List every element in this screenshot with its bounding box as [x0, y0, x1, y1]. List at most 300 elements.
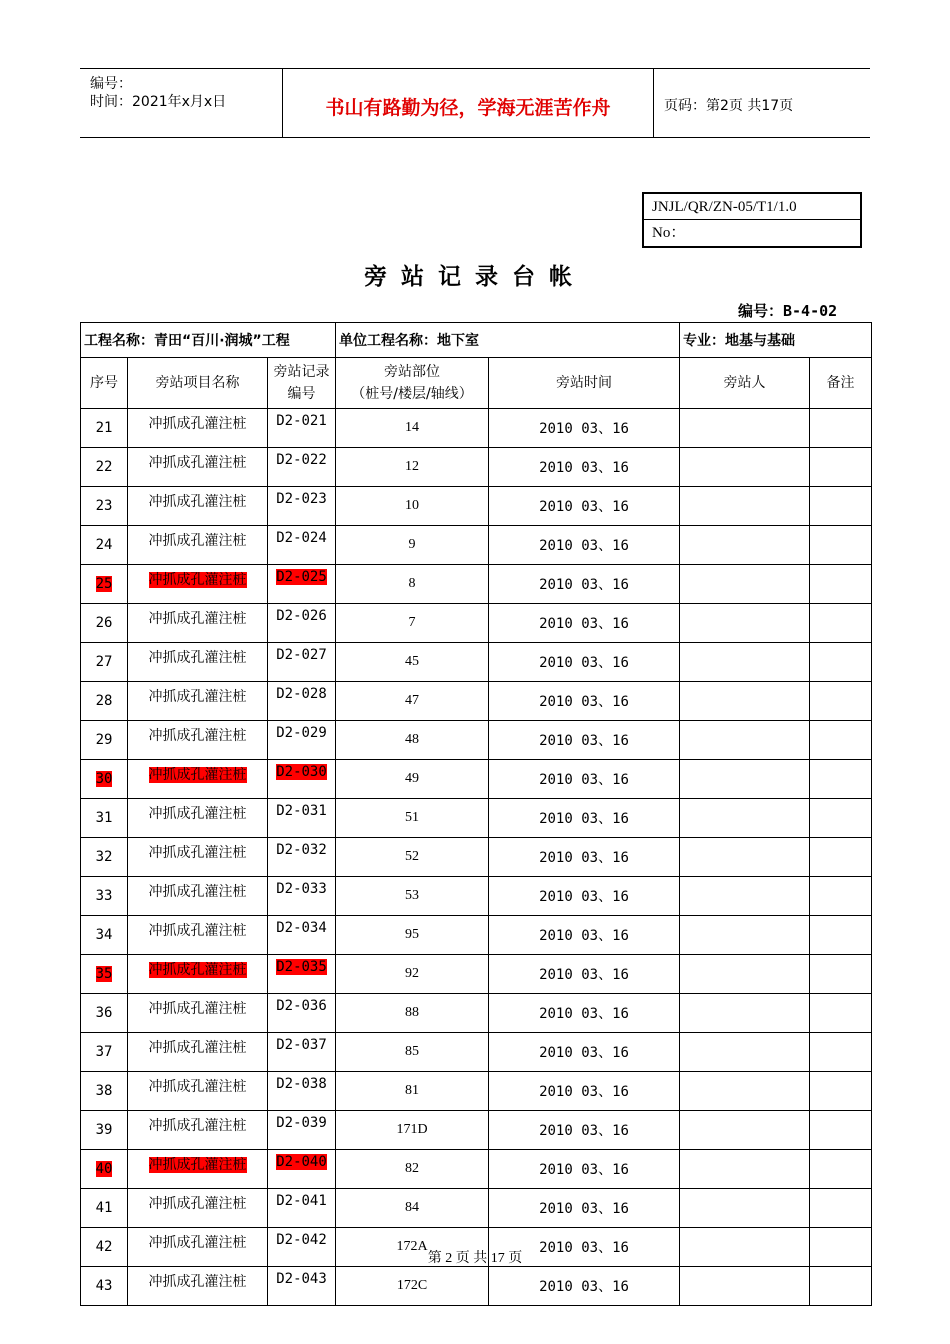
- location-cell: [336, 994, 489, 1033]
- remark-cell: [810, 526, 872, 565]
- location-text: 172C: [396, 1278, 428, 1293]
- item-cell: [128, 604, 268, 643]
- col-header-remark: 备注: [810, 358, 872, 409]
- location-cell: [336, 1072, 489, 1111]
- record-code-cell: [268, 916, 336, 955]
- item-cell: [128, 682, 268, 721]
- item-text: 冲抓成孔灌注桩: [148, 1157, 247, 1173]
- record-code-cell: [268, 565, 336, 604]
- location-cell: [336, 838, 489, 877]
- record-code-text: D2-025: [276, 569, 327, 585]
- item-text: 冲抓成孔灌注桩: [148, 494, 247, 510]
- time-cell: [489, 526, 680, 565]
- location-text: 84: [405, 1200, 420, 1215]
- header-number-label: 编号：: [90, 76, 132, 92]
- record-code-cell: [268, 1189, 336, 1228]
- record-code-text: D2-027: [276, 647, 327, 663]
- seq-cell: [81, 1111, 128, 1150]
- time-cell: [489, 643, 680, 682]
- item-text: 冲抓成孔灌注桩: [148, 806, 247, 822]
- supervisor-cell: [680, 916, 810, 955]
- record-code-text: D2-023: [276, 491, 327, 507]
- time-cell: [489, 1267, 680, 1306]
- location-cell: [336, 721, 489, 760]
- form-code: JNJL/QR/ZN-05/T1/1.0: [644, 194, 860, 220]
- table-row: [81, 487, 872, 526]
- item-cell: [128, 838, 268, 877]
- record-code-text: D2-024: [276, 530, 327, 546]
- location-text: 14: [405, 420, 420, 435]
- record-code-text: D2-037: [276, 1037, 327, 1053]
- time-text: 2010 03、16: [539, 772, 629, 788]
- item-text: 冲抓成孔灌注桩: [148, 1079, 247, 1095]
- table-row: [81, 721, 872, 760]
- time-text: 2010 03、16: [539, 1279, 629, 1295]
- location-text: 52: [405, 849, 420, 864]
- seq-text: 28: [95, 693, 113, 709]
- item-text: 冲抓成孔灌注桩: [148, 1040, 247, 1056]
- record-code-text: D2-041: [276, 1193, 327, 1209]
- table-row: [81, 604, 872, 643]
- seq-cell: [81, 409, 128, 448]
- remark-cell: [810, 799, 872, 838]
- location-cell: [336, 955, 489, 994]
- location-cell: [336, 1111, 489, 1150]
- seq-cell: [81, 721, 128, 760]
- record-code-cell: [268, 526, 336, 565]
- location-text: 85: [405, 1044, 420, 1059]
- supervisor-cell: [680, 604, 810, 643]
- item-cell: [128, 877, 268, 916]
- location-text: 81: [405, 1083, 420, 1098]
- remark-cell: [810, 994, 872, 1033]
- item-cell: [128, 487, 268, 526]
- seq-text: 21: [95, 420, 113, 436]
- time-text: 2010 03、16: [539, 616, 629, 632]
- location-cell: [336, 487, 489, 526]
- time-text: 2010 03、16: [539, 1240, 629, 1256]
- record-code-cell: [268, 721, 336, 760]
- record-code-cell: [268, 1267, 336, 1306]
- supervisor-cell: [680, 565, 810, 604]
- col-header-location-line2: （桩号/楼层/轴线）: [351, 386, 473, 402]
- time-cell: [489, 955, 680, 994]
- record-code-cell: [268, 955, 336, 994]
- record-code-text: D2-038: [276, 1076, 327, 1092]
- record-code-text: D2-028: [276, 686, 327, 702]
- seq-cell: [81, 643, 128, 682]
- col-header-seq: 序号: [81, 358, 128, 409]
- record-code-text: D2-031: [276, 803, 327, 819]
- time-cell: [489, 565, 680, 604]
- record-code-text: D2-036: [276, 998, 327, 1014]
- table-row: [81, 526, 872, 565]
- record-code-text: D2-030: [276, 764, 327, 780]
- table-row: [81, 643, 872, 682]
- item-text: 冲抓成孔灌注桩: [148, 572, 247, 588]
- item-cell: [128, 1267, 268, 1306]
- project-info-row: [81, 323, 872, 358]
- supervisor-cell: [680, 1033, 810, 1072]
- remark-cell: [810, 916, 872, 955]
- location-text: 88: [405, 1005, 420, 1020]
- seq-text: 24: [95, 537, 113, 553]
- remark-cell: [810, 1267, 872, 1306]
- time-text: 2010 03、16: [539, 460, 629, 476]
- item-cell: [128, 760, 268, 799]
- page-footer: 第 2 页 共 17 页: [427, 1251, 523, 1266]
- record-code-text: D2-043: [276, 1271, 327, 1287]
- location-text: 49: [405, 771, 420, 786]
- time-text: 2010 03、16: [539, 967, 629, 983]
- supervisor-cell: [680, 643, 810, 682]
- supervisor-cell: [680, 448, 810, 487]
- item-cell: [128, 994, 268, 1033]
- header-page-cell: [654, 69, 870, 137]
- table-row: [81, 877, 872, 916]
- seq-text: 23: [95, 498, 113, 514]
- remark-cell: [810, 1189, 872, 1228]
- col-header-supervisor: 旁站人: [680, 358, 810, 409]
- location-cell: [336, 409, 489, 448]
- time-text: 2010 03、16: [539, 889, 629, 905]
- seq-text: 41: [95, 1200, 113, 1216]
- time-text: 2010 03、16: [539, 811, 629, 827]
- time-cell: [489, 799, 680, 838]
- supervision-ledger-table: [80, 322, 872, 1306]
- item-text: 冲抓成孔灌注桩: [148, 650, 247, 666]
- remark-cell: [810, 487, 872, 526]
- time-text: 2010 03、16: [539, 577, 629, 593]
- col-header-record-no-line1: 旁站记录: [273, 364, 330, 380]
- location-text: 172A: [396, 1239, 428, 1254]
- col-header-item: 旁站项目名称: [128, 358, 268, 409]
- item-cell: [128, 721, 268, 760]
- location-text: 7: [408, 615, 416, 630]
- location-cell: [336, 1150, 489, 1189]
- seq-text: 31: [95, 810, 113, 826]
- record-code-cell: [268, 487, 336, 526]
- time-cell: [489, 409, 680, 448]
- seq-text: 29: [95, 732, 113, 748]
- record-code-cell: [268, 448, 336, 487]
- supervisor-cell: [680, 682, 810, 721]
- seq-cell: [81, 760, 128, 799]
- table-row: [81, 1072, 872, 1111]
- supervisor-cell: [680, 838, 810, 877]
- location-cell: [336, 760, 489, 799]
- seq-cell: [81, 526, 128, 565]
- time-text: 2010 03、16: [539, 1045, 629, 1061]
- item-text: 冲抓成孔灌注桩: [148, 1235, 247, 1251]
- location-text: 8: [408, 576, 416, 591]
- record-code-text: D2-029: [276, 725, 327, 741]
- supervisor-cell: [680, 1267, 810, 1306]
- time-cell: [489, 994, 680, 1033]
- location-text: 171D: [396, 1122, 428, 1137]
- col-header-record-no-line2: 编号: [287, 386, 316, 402]
- location-cell: [336, 526, 489, 565]
- seq-text: 30: [95, 771, 113, 787]
- location-text: 12: [405, 459, 420, 474]
- seq-cell: [81, 1150, 128, 1189]
- table-row: [81, 994, 872, 1033]
- form-no-label: No：: [652, 225, 686, 241]
- supervisor-cell: [680, 487, 810, 526]
- time-cell: [489, 1189, 680, 1228]
- location-text: 82: [405, 1161, 420, 1176]
- item-text: 冲抓成孔灌注桩: [148, 845, 247, 861]
- time-cell: [489, 1072, 680, 1111]
- item-cell: [128, 916, 268, 955]
- col-header-record-no: [268, 358, 336, 409]
- table-row: [81, 409, 872, 448]
- supervisor-cell: [680, 799, 810, 838]
- time-text: 2010 03、16: [539, 928, 629, 944]
- record-code-cell: [268, 799, 336, 838]
- location-cell: [336, 682, 489, 721]
- item-text: 冲抓成孔灌注桩: [148, 884, 247, 900]
- record-code-text: D2-033: [276, 881, 327, 897]
- time-cell: [489, 604, 680, 643]
- time-text: 2010 03、16: [539, 850, 629, 866]
- record-code-text: D2-021: [276, 413, 327, 429]
- time-text: 2010 03、16: [539, 655, 629, 671]
- header-meta-cell: [80, 69, 283, 137]
- item-cell: [128, 1150, 268, 1189]
- item-cell: [128, 1072, 268, 1111]
- location-text: 9: [408, 537, 416, 552]
- remark-cell: [810, 877, 872, 916]
- table-row: [81, 448, 872, 487]
- seq-text: 40: [95, 1161, 113, 1177]
- table-row: [81, 1111, 872, 1150]
- time-text: 2010 03、16: [539, 733, 629, 749]
- time-cell: [489, 760, 680, 799]
- item-cell: [128, 955, 268, 994]
- item-text: 冲抓成孔灌注桩: [148, 923, 247, 939]
- seq-cell: [81, 955, 128, 994]
- seq-text: 27: [95, 654, 113, 670]
- location-cell: [336, 1033, 489, 1072]
- record-code-text: D2-022: [276, 452, 327, 468]
- seq-cell: [81, 448, 128, 487]
- item-cell: [128, 1111, 268, 1150]
- location-text: 47: [405, 693, 420, 708]
- item-text: 冲抓成孔灌注桩: [148, 767, 247, 783]
- seq-cell: [81, 838, 128, 877]
- table-row: [81, 1189, 872, 1228]
- time-cell: [489, 1111, 680, 1150]
- seq-text: 35: [95, 966, 113, 982]
- item-text: 冲抓成孔灌注桩: [148, 1001, 247, 1017]
- time-cell: [489, 877, 680, 916]
- record-code-cell: [268, 760, 336, 799]
- remark-cell: [810, 448, 872, 487]
- seq-cell: [81, 1189, 128, 1228]
- seq-text: 33: [95, 888, 113, 904]
- item-text: 冲抓成孔灌注桩: [148, 416, 247, 432]
- time-text: 2010 03、16: [539, 1201, 629, 1217]
- column-header-row: [81, 358, 872, 409]
- time-text: 2010 03、16: [539, 421, 629, 437]
- supervisor-cell: [680, 721, 810, 760]
- seq-text: 43: [95, 1278, 113, 1294]
- record-code-text: D2-039: [276, 1115, 327, 1131]
- seq-cell: [81, 1072, 128, 1111]
- seq-text: 36: [95, 1005, 113, 1021]
- time-cell: [489, 916, 680, 955]
- table-row: [81, 955, 872, 994]
- seq-text: 22: [95, 459, 113, 475]
- remark-cell: [810, 643, 872, 682]
- table-row: [81, 838, 872, 877]
- specialty: 专业：地基与基础: [680, 323, 872, 358]
- item-cell: [128, 409, 268, 448]
- seq-cell: [81, 487, 128, 526]
- col-header-time: 旁站时间: [489, 358, 680, 409]
- record-code-cell: [268, 838, 336, 877]
- table-row: [81, 916, 872, 955]
- remark-cell: [810, 682, 872, 721]
- project-name: 工程名称：青田“百川·润城”工程: [81, 323, 336, 358]
- remark-cell: [810, 565, 872, 604]
- time-cell: [489, 838, 680, 877]
- supervisor-cell: [680, 994, 810, 1033]
- supervisor-cell: [680, 409, 810, 448]
- location-cell: [336, 877, 489, 916]
- supervisor-cell: [680, 526, 810, 565]
- record-code-cell: [268, 682, 336, 721]
- location-text: 51: [405, 810, 420, 825]
- record-code-cell: [268, 994, 336, 1033]
- time-text: 2010 03、16: [539, 538, 629, 554]
- seq-cell: [81, 1267, 128, 1306]
- item-cell: [128, 1189, 268, 1228]
- time-text: 2010 03、16: [539, 1123, 629, 1139]
- supervisor-cell: [680, 1150, 810, 1189]
- supervisor-cell: [680, 955, 810, 994]
- table-row: [81, 1033, 872, 1072]
- remark-cell: [810, 1111, 872, 1150]
- item-cell: [128, 565, 268, 604]
- table-row: [81, 1267, 872, 1306]
- header-motto: 书山有路勤为径，学海无涯苦作舟: [325, 97, 611, 119]
- header-date: 时间：2021年x月x日: [90, 94, 227, 110]
- remark-cell: [810, 955, 872, 994]
- seq-text: 26: [95, 615, 113, 631]
- seq-cell: [81, 916, 128, 955]
- remark-cell: [810, 838, 872, 877]
- location-cell: [336, 604, 489, 643]
- time-text: 2010 03、16: [539, 499, 629, 515]
- remark-cell: [810, 1150, 872, 1189]
- record-code-cell: [268, 1111, 336, 1150]
- time-cell: [489, 721, 680, 760]
- table-row: [81, 565, 872, 604]
- seq-cell: [81, 682, 128, 721]
- seq-cell: [81, 994, 128, 1033]
- item-cell: [128, 799, 268, 838]
- item-text: 冲抓成孔灌注桩: [148, 455, 247, 471]
- location-cell: [336, 643, 489, 682]
- record-code-text: D2-026: [276, 608, 327, 624]
- location-cell: [336, 565, 489, 604]
- form-code-box: [642, 192, 862, 248]
- location-text: 53: [405, 888, 420, 903]
- location-text: 48: [405, 732, 420, 747]
- remark-cell: [810, 409, 872, 448]
- seq-cell: [81, 799, 128, 838]
- seq-cell: [81, 604, 128, 643]
- record-code-cell: [268, 877, 336, 916]
- location-text: 92: [405, 966, 420, 981]
- record-code-cell: [268, 604, 336, 643]
- time-cell: [489, 1150, 680, 1189]
- item-cell: [128, 643, 268, 682]
- item-text: 冲抓成孔灌注桩: [148, 1118, 247, 1134]
- seq-cell: [81, 565, 128, 604]
- location-cell: [336, 799, 489, 838]
- seq-text: 25: [95, 576, 113, 592]
- time-text: 2010 03、16: [539, 1006, 629, 1022]
- location-cell: [336, 916, 489, 955]
- table-row: [81, 682, 872, 721]
- document-number: 编号：B-4-02: [738, 302, 838, 320]
- table-row: [81, 799, 872, 838]
- record-code-text: D2-034: [276, 920, 327, 936]
- remark-cell: [810, 721, 872, 760]
- page-title: 旁站记录台帐: [364, 264, 586, 290]
- seq-cell: [81, 877, 128, 916]
- unit-project-name: 单位工程名称：地下室: [336, 323, 680, 358]
- record-code-text: D2-035: [276, 959, 327, 975]
- time-text: 2010 03、16: [539, 1084, 629, 1100]
- seq-text: 42: [95, 1239, 113, 1255]
- time-cell: [489, 448, 680, 487]
- record-code-cell: [268, 1072, 336, 1111]
- item-text: 冲抓成孔灌注桩: [148, 962, 247, 978]
- item-cell: [128, 526, 268, 565]
- supervisor-cell: [680, 877, 810, 916]
- time-cell: [489, 682, 680, 721]
- record-code-cell: [268, 643, 336, 682]
- record-code-text: D2-042: [276, 1232, 327, 1248]
- item-cell: [128, 1033, 268, 1072]
- location-cell: [336, 1267, 489, 1306]
- seq-text: 34: [95, 927, 113, 943]
- col-header-location: [336, 358, 489, 409]
- location-cell: [336, 1189, 489, 1228]
- location-text: 10: [405, 498, 420, 513]
- header-motto-cell: [283, 69, 654, 137]
- remark-cell: [810, 604, 872, 643]
- supervisor-cell: [680, 1189, 810, 1228]
- record-code-cell: [268, 409, 336, 448]
- record-code-cell: [268, 1033, 336, 1072]
- remark-cell: [810, 1033, 872, 1072]
- supervisor-cell: [680, 760, 810, 799]
- supervisor-cell: [680, 1072, 810, 1111]
- seq-text: 32: [95, 849, 113, 865]
- item-text: 冲抓成孔灌注桩: [148, 1196, 247, 1212]
- time-cell: [489, 1033, 680, 1072]
- seq-cell: [81, 1033, 128, 1072]
- item-text: 冲抓成孔灌注桩: [148, 611, 247, 627]
- time-text: 2010 03、16: [539, 1162, 629, 1178]
- item-cell: [128, 448, 268, 487]
- record-code-text: D2-032: [276, 842, 327, 858]
